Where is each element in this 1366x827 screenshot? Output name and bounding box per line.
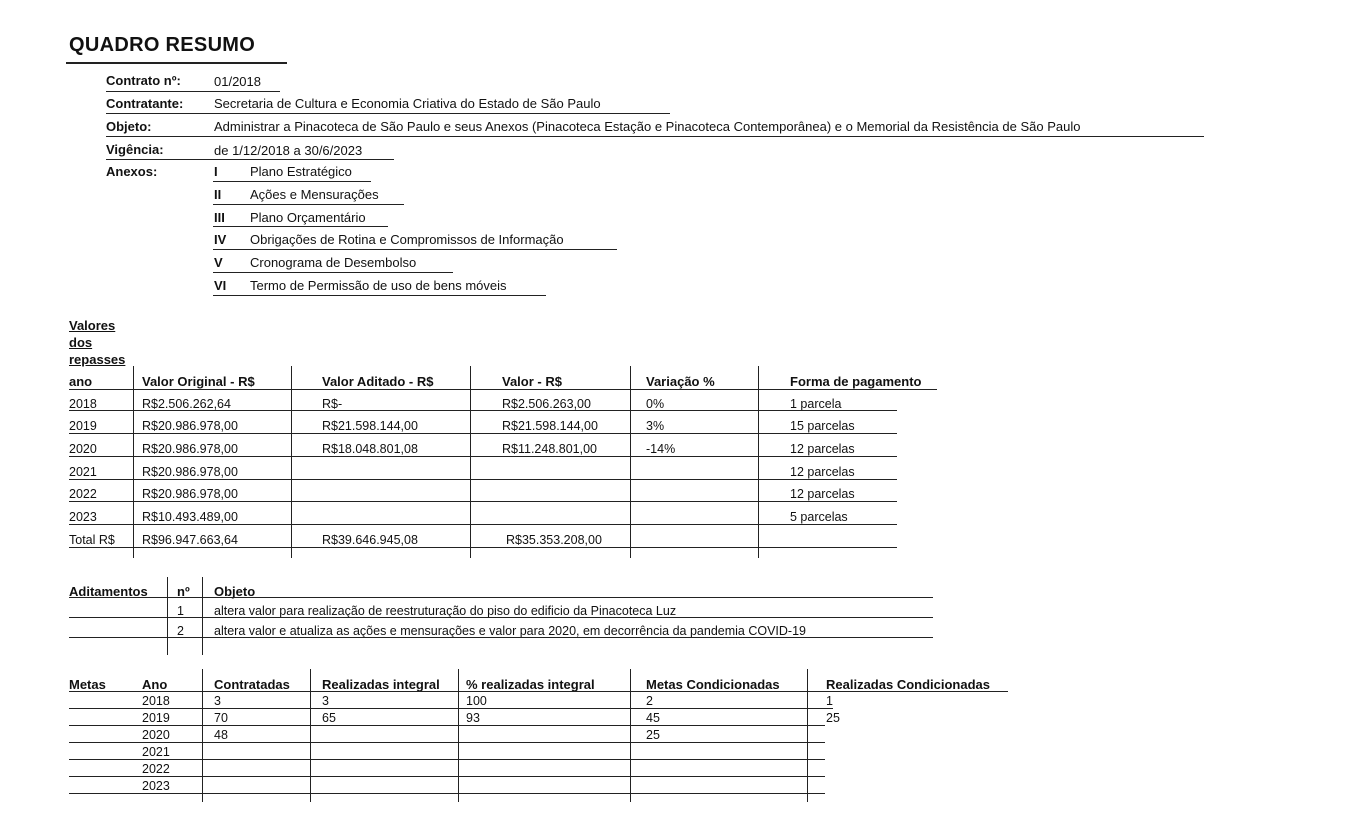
- page-title: QUADRO RESUMO: [69, 34, 256, 56]
- anexo-num: VI: [214, 278, 227, 293]
- cell: 12 parcelas: [790, 487, 855, 501]
- vigencia-value: de 1/12/2018 a 30/6/2023: [214, 143, 363, 158]
- rule: [69, 793, 825, 794]
- cell: R$35.353.208,00: [506, 533, 602, 547]
- cell: Total R$: [69, 533, 115, 547]
- cell: R$18.048.801,08: [322, 442, 418, 456]
- anexos-label: Anexos:: [106, 164, 158, 179]
- col-header: Ano: [142, 677, 168, 692]
- cell: 15 parcelas: [790, 419, 855, 433]
- cell: 1: [826, 694, 833, 708]
- contrato-label: Contrato nº:: [106, 73, 181, 88]
- cell: 48: [214, 728, 228, 742]
- col-header: nº: [177, 584, 190, 599]
- anexo-num: V: [214, 255, 223, 270]
- cell: R$2.506.263,00: [502, 397, 591, 411]
- cell: 25: [826, 711, 840, 725]
- rule: [69, 547, 897, 548]
- cell: 2: [177, 624, 184, 638]
- cell: 3%: [646, 419, 665, 433]
- cell: 25: [646, 728, 660, 742]
- rule: [69, 433, 897, 434]
- rule: [213, 272, 453, 273]
- col-header: Valor Aditado - R$: [322, 374, 434, 389]
- vigencia-label: Vigência:: [106, 142, 164, 157]
- cell: 70: [214, 711, 228, 725]
- rule: [758, 366, 759, 558]
- col-header: Realizadas Condicionadas: [826, 677, 990, 692]
- rule: [69, 742, 825, 743]
- repasses-heading-1: Valores: [69, 318, 116, 333]
- rule: [213, 181, 371, 182]
- rule: [213, 249, 617, 250]
- rule: [69, 617, 933, 618]
- contratante-value: Secretaria de Cultura e Economia Criativa do Estado de São Paulo: [214, 96, 601, 111]
- rule: [69, 759, 825, 760]
- cell: 1: [177, 604, 184, 618]
- rule: [167, 577, 168, 655]
- rule: [106, 159, 394, 160]
- col-header: Valor - R$: [502, 374, 562, 389]
- rule: [291, 366, 292, 558]
- cell: 2019: [69, 419, 97, 433]
- rule: [202, 577, 203, 655]
- cell: R$39.646.945,08: [322, 533, 418, 547]
- cell: 2021: [69, 465, 97, 479]
- rule: [106, 113, 670, 114]
- rule: [69, 524, 897, 525]
- cell: 2023: [69, 510, 97, 524]
- rule: [630, 669, 631, 802]
- rule: [69, 479, 897, 480]
- contratante-label: Contratante:: [106, 96, 184, 111]
- cell: R$11.248.801,00: [502, 442, 597, 456]
- cell: R$20.986.978,00: [142, 419, 238, 433]
- anexo-text: Obrigações de Rotina e Compromissos de Informação: [250, 232, 564, 247]
- col-header: Metas: [69, 677, 106, 692]
- cell: 5 parcelas: [790, 510, 848, 524]
- cell: R$96.947.663,64: [142, 533, 238, 547]
- anexo-num: I: [214, 164, 218, 179]
- cell: -14%: [646, 442, 676, 456]
- cell: 100: [466, 694, 487, 708]
- anexo-num: III: [214, 210, 225, 225]
- cell: R$20.986.978,00: [142, 442, 238, 456]
- cell: R$20.986.978,00: [142, 487, 238, 501]
- anexo-text: Plano Estratégico: [250, 164, 352, 179]
- cell: 2021: [142, 745, 170, 759]
- cell: 65: [322, 711, 336, 725]
- rule: [69, 637, 933, 638]
- rule: [310, 669, 311, 802]
- cell: 2022: [69, 487, 97, 501]
- col-header: Forma de pagamento: [790, 374, 922, 389]
- col-header: % realizadas integral: [466, 677, 595, 692]
- rule: [213, 226, 388, 227]
- cell: 3: [322, 694, 329, 708]
- anexo-text: Termo de Permissão de uso de bens móveis: [250, 278, 507, 293]
- cell: R$2.506.262,64: [142, 397, 231, 411]
- col-header: Realizadas integral: [322, 677, 440, 692]
- cell: R$21.598.144,00: [502, 419, 598, 433]
- contrato-value: 01/2018: [214, 74, 261, 89]
- cell: 2022: [142, 762, 170, 776]
- rule: [630, 366, 631, 558]
- rule: [807, 669, 808, 802]
- rule: [69, 389, 937, 390]
- rule: [202, 669, 203, 802]
- rule: [213, 295, 546, 296]
- rule: [69, 691, 1008, 692]
- col-header: Contratadas: [214, 677, 290, 692]
- rule: [69, 725, 825, 726]
- anexo-text: Cronograma de Desembolso: [250, 255, 417, 270]
- rule: [69, 708, 833, 709]
- cell: R$10.493.489,00: [142, 510, 238, 524]
- rule: [69, 410, 897, 411]
- cell: altera valor para realização de reestruturação do piso do edificio da Pinacoteca Luz: [214, 604, 677, 618]
- rule: [458, 669, 459, 802]
- rule: [69, 456, 897, 457]
- cell: 1 parcela: [790, 397, 842, 411]
- cell: 93: [466, 711, 480, 725]
- rule: [213, 204, 404, 205]
- cell: 2023: [142, 779, 170, 793]
- rule: [106, 91, 280, 92]
- anexo-text: Plano Orçamentário: [250, 210, 366, 225]
- cell: 2018: [142, 694, 170, 708]
- cell: R$20.986.978,00: [142, 465, 238, 479]
- cell: 12 parcelas: [790, 465, 855, 479]
- col-header: Aditamentos: [69, 584, 148, 599]
- cell: 2020: [142, 728, 170, 742]
- cell: 2019: [142, 711, 170, 725]
- rule: [69, 597, 933, 598]
- anexo-num: IV: [214, 232, 227, 247]
- rule: [69, 776, 825, 777]
- col-header: ano: [69, 374, 93, 389]
- cell: 12 parcelas: [790, 442, 855, 456]
- cell: 0%: [646, 397, 665, 411]
- rule: [133, 366, 134, 558]
- objeto-label: Objeto:: [106, 119, 152, 134]
- cell: R$21.598.144,00: [322, 419, 418, 433]
- repasses-heading-3: repasses: [69, 352, 126, 367]
- col-header: Valor Original - R$: [142, 374, 255, 389]
- anexo-num: II: [214, 187, 222, 202]
- cell: altera valor e atualiza as ações e mensurações e valor para 2020, em decorrência da pandemia COVID-19: [214, 624, 806, 638]
- cell: 3: [214, 694, 221, 708]
- objeto-value: Administrar a Pinacoteca de São Paulo e seus Anexos (Pinacoteca Estação e Pinacoteca Contemporânea) e o Memorial da Resistência de São Paulo: [214, 119, 1081, 134]
- cell: 45: [646, 711, 660, 725]
- title-underline: [66, 62, 287, 64]
- cell: R$-: [322, 397, 343, 411]
- rule: [470, 366, 471, 558]
- anexo-text: Ações e Mensurações: [250, 187, 379, 202]
- cell: 2020: [69, 442, 97, 456]
- col-header: Metas Condicionadas: [646, 677, 780, 692]
- cell: 2018: [69, 397, 97, 411]
- rule: [106, 136, 1204, 137]
- repasses-heading-2: dos: [69, 335, 93, 350]
- col-header: Variação %: [646, 374, 715, 389]
- col-header: Objeto: [214, 584, 256, 599]
- cell: 2: [646, 694, 653, 708]
- rule: [69, 501, 897, 502]
